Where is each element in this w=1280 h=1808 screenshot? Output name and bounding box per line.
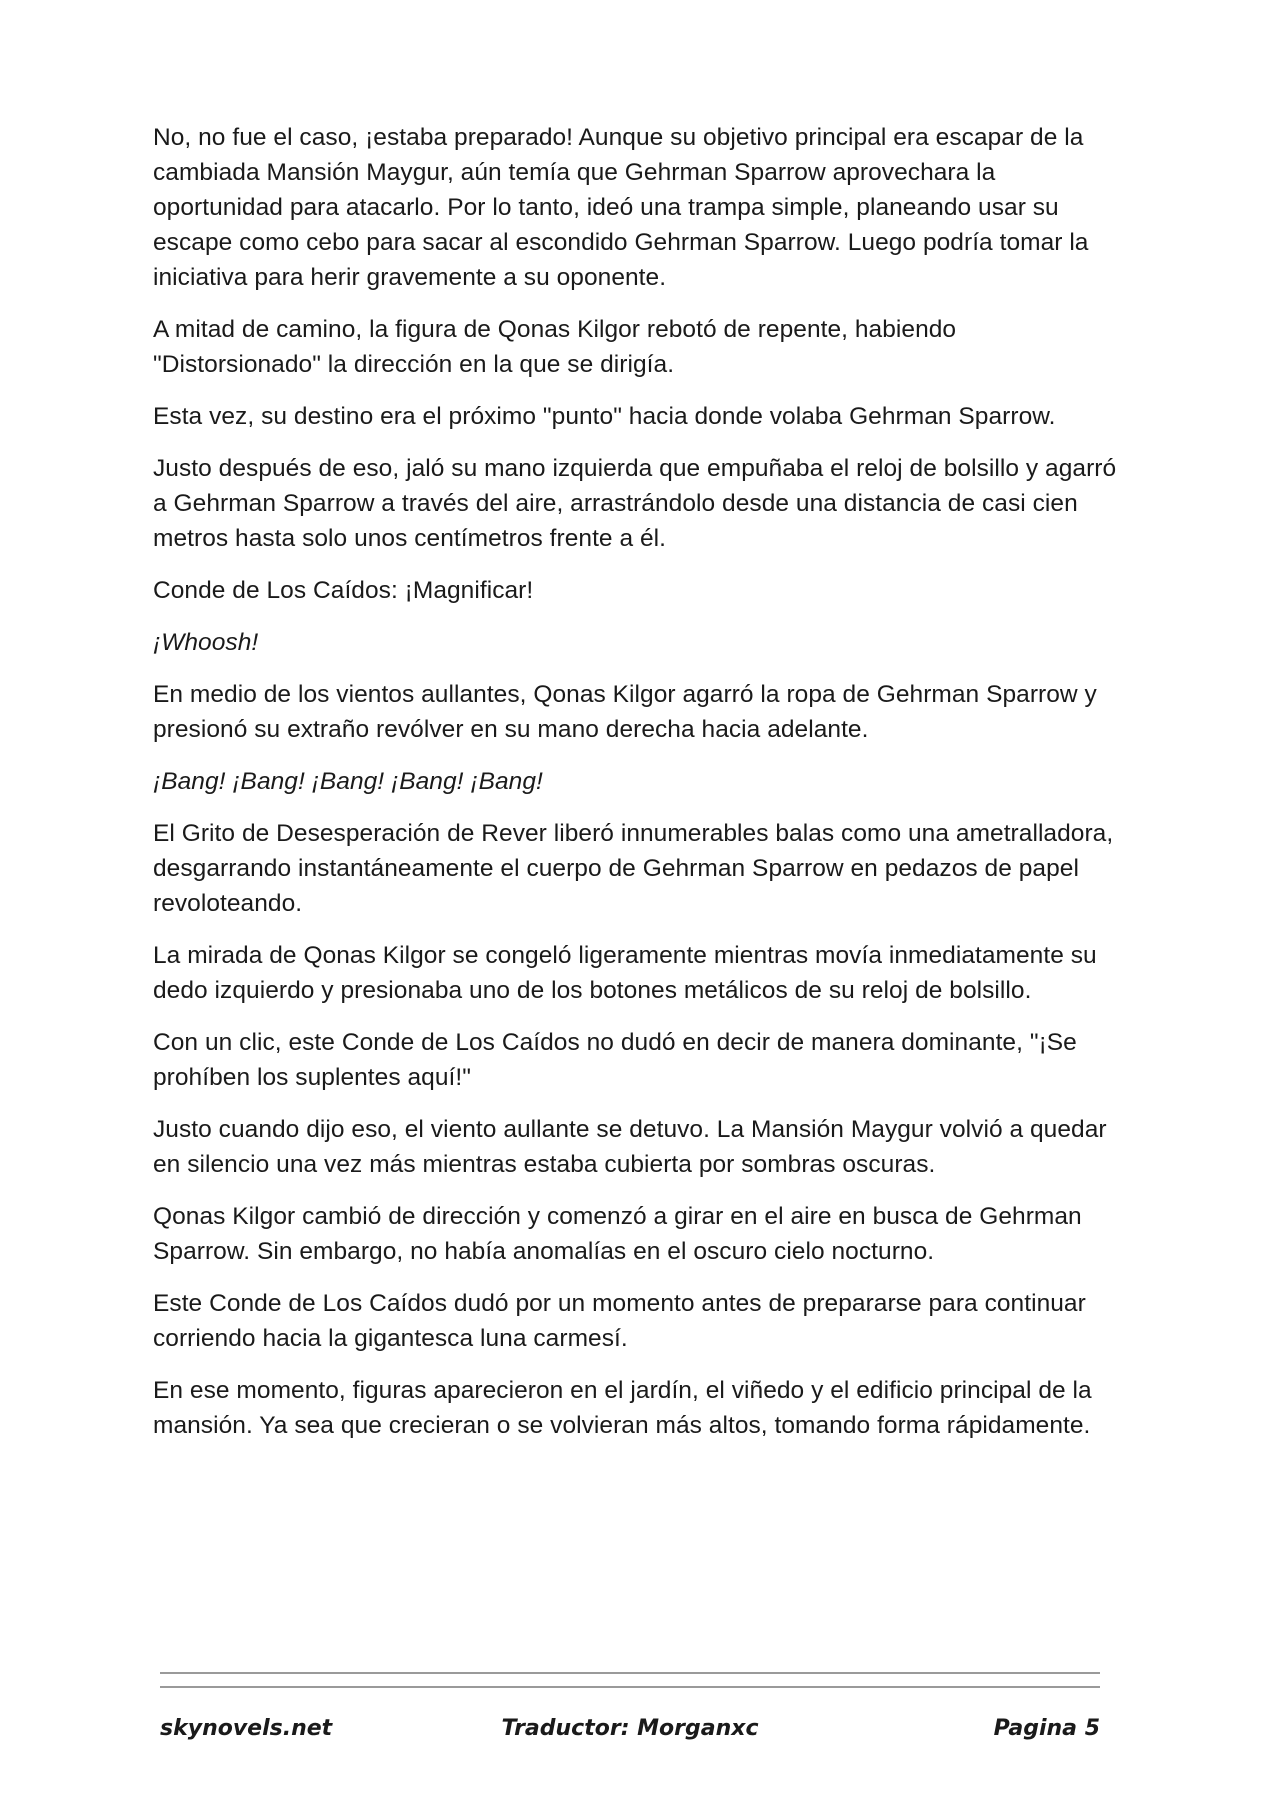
paragraph: Esta vez, su destino era el próximo "punto" hacia donde volaba Gehrman Sparrow. (153, 403, 1056, 430)
paragraph: Este Conde de Los Caídos dudó por un momento antes de prepararse para continuar corriendo hacia la gigantesca luna carmesí. (153, 1290, 1086, 1352)
footer-divider (160, 1672, 1100, 1700)
paragraph: El Grito de Desesperación de Rever liberó innumerables balas como una ametralladora, desgarrando instantáneamente el cuerpo de Gehrman Sparrow en pedazos de papel revoloteando. (153, 820, 1114, 917)
paragraph: Qonas Kilgor cambió de dirección y comenzó a girar en el aire en busca de Gehrman Sparrow. Sin embargo, no había anomalías en el oscuro cielo nocturno. (153, 1203, 1082, 1265)
footer-page-number: Pagina 5 (993, 1716, 1100, 1741)
document-body (153, 120, 1123, 1460)
paragraph: A mitad de camino, la figura de Qonas Kilgor rebotó de repente, habiendo "Distorsionado" la dirección en la que se dirigía. (153, 316, 957, 378)
sound-effect-paragraph: ¡Whoosh! (153, 629, 259, 656)
footer-rule-top (160, 1672, 1100, 1674)
paragraph: Conde de Los Caídos: ¡Magnificar! (153, 577, 534, 604)
paragraph: En ese momento, figuras aparecieron en el jardín, el viñedo y el edificio principal de la mansión. Ya sea que crecieran o se volvieran más altos, tomando forma rápidamente. (153, 1377, 1092, 1439)
footer-site: skynovels.net (160, 1716, 333, 1741)
paragraph: Justo después de eso, jaló su mano izquierda que empuñaba el reloj de bolsillo y agarró a Gehrman Sparrow a través del aire, arrastrándolo desde una distancia de casi cien metros hasta solo unos centímetros frente a él. (153, 455, 1117, 552)
paragraph: Justo cuando dijo eso, el viento aullante se detuvo. La Mansión Maygur volvió a quedar en silencio una vez más mientras estaba cubierta por sombras oscuras. (153, 1116, 1107, 1178)
sound-effect-paragraph: ¡Bang! ¡Bang! ¡Bang! ¡Bang! ¡Bang! (153, 768, 543, 795)
footer-translator: Traductor: Morganxc (501, 1716, 759, 1741)
paragraph: No, no fue el caso, ¡estaba preparado! Aunque su objetivo principal era escapar de la cambiada Mansión Maygur, aún temía que Gehrman Sparrow aprovechara la oportunidad para atacarlo. Por lo tanto, ideó una trampa simple, planeando usar su escape como cebo para sacar al escondido Gehrman Sparrow. Luego podría tomar la iniciativa para herir gravemente a su oponente. (153, 124, 1089, 291)
page-footer (160, 1716, 1100, 1748)
footer-rule-bottom (160, 1686, 1100, 1688)
paragraph: Con un clic, este Conde de Los Caídos no dudó en decir de manera dominante, "¡Se prohíben los suplentes aquí!" (153, 1029, 1077, 1091)
paragraph: La mirada de Qonas Kilgor se congeló ligeramente mientras movía inmediatamente su dedo izquierdo y presionaba uno de los botones metálicos de su reloj de bolsillo. (153, 942, 1097, 1004)
paragraph: En medio de los vientos aullantes, Qonas Kilgor agarró la ropa de Gehrman Sparrow y presionó su extraño revólver en su mano derecha hacia adelante. (153, 681, 1097, 743)
